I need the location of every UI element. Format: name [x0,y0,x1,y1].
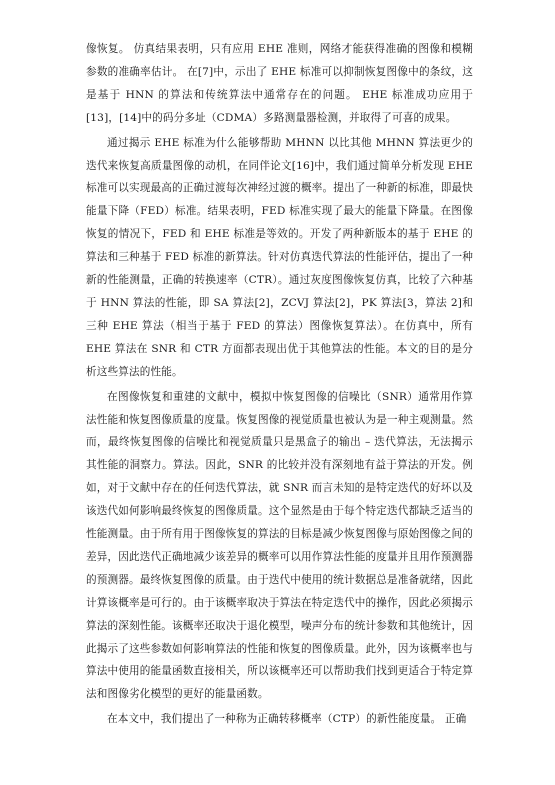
paragraph-1: 像恢复。 仿真结果表明，只有应用 EHE 准则，网络才能获得准确的图像和模糊参数的准确率估计。 在[7]中，示出了 EHE 标准可以抑制恢复图像中的条纹，这是基于 HNN 的算法和传统算法中通常存在的问题。 EHE 标准成功应用于[13]，[14]中的码分多址（CDMA）多路测量器检测，并取得了可喜的成果。 [86,43,473,124]
paragraph-3: 在图像恢复和重建的文献中，模拟中恢复图像的信噪比（SNR）通常用作算法性能和恢复图像质量的度量。恢复图像的视觉质量也被认为是一种主观测量。然而，最终恢复图像的信噪比和视觉质量只是黑盒子的输出 – 迭代算法，无法揭示其性能的洞察力。算法。因此，SNR 的比较并没有深刻地有益于算法的开发。例如，对于文献中存在的任何迭代算法，就 SNR 而言未知的是特定迭代的好坏以及该迭代如何影响最终恢复的图像质量。这个显然是由于每个特定迭代都缺乏适当的性能测量。由于所有用于图像恢复的算法的目标是减少恢复图像与原始图像之间的差异，因此迭代正确地减少该差异的概率可以用作算法性能的度量并且用作预测器的预测器。最终恢复图像的质量。由于迭代中使用的统计数据总是准备就绪，因此计算该概率是可行的。由于该概率取决于算法在特定迭代中的操作，因此必须揭示算法的深刻性能。该概率还取决于退化模型，噪声分布的统计参数和其他统计，因此揭示了这些参数如何影响算法的性能和恢复的图像质量。此外，因为该概率也与算法中使用的能量函数直接相关，所以该概率还可以帮助我们找到更适合于特定算法和图像劣化模型的更好的能量函数。 [86,390,473,701]
paragraph-4: 在本文中，我们提出了一种称为正确转移概率（CTP）的新性能度量。 正确 [107,713,467,726]
paragraph-2: 通过揭示 EHE 标准为什么能够帮助 MHNN 以比其他 MHNN 算法更少的迭代来恢复高质量图像的动机，在同伴论文[16]中，我们通过简单分析发现 EHE 标准可以实现最高的正确过渡每次神经过渡的概率。提出了一种新的标准，即最快能量下降（FED）标准。结果表明，FED 标准实现了最大的能量下降量。在图像恢复的情况下，FED 和 EHE 标准是等效的。开发了两种新版本的基于 EHE 的算法和三种基于 FED 标准的新算法。针对仿真迭代算法的性能评估，提出了一种新的性能测量，正确的转换速率（CTR）。通过灰度图像恢复仿真，比较了六种基于 HNN 算法的性能，即 SA 算法[2]，ZCVJ 算法[2]，PK 算法[3，算法 2]和三种 EHE 算法（相当于基于 FED 的算法）图像恢复算法）。在仿真中，所有 EHE 算法在 SNR 和 CTR 方面都表现出优于其他算法的性能。本文的目的是分析这些算法的性能。 [86,136,473,378]
